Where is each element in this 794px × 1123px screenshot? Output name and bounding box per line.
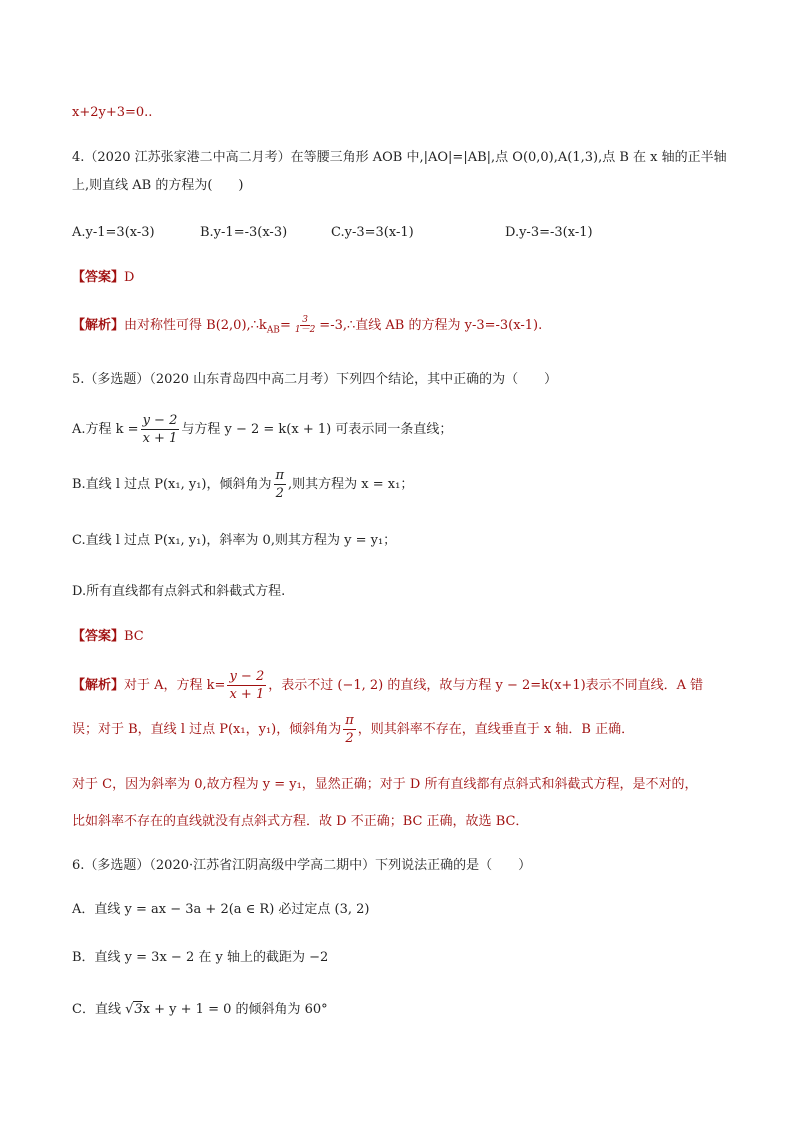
option-a-fraction <box>141 412 180 447</box>
q4-option-a: A.y-1=3(x-3) <box>72 225 155 240</box>
option-b-fraction <box>274 467 287 502</box>
analysis-text-pre: 由对称性可得 B(2,0),∴k <box>124 318 267 333</box>
sqrt-symbol: √ <box>125 1002 134 1017</box>
q5-title: 5.（多选题）（2020 山东青岛四中高二月考）下列四个结论，其中正确的为（ ） <box>72 372 558 387</box>
q5-analysis-line1 <box>72 668 703 704</box>
q5-option-c: C.直线 l 过点 P(x₁, y₁)，斜率为 0,则其方程为 y = y₁； <box>72 533 397 548</box>
q5-option-a <box>72 412 452 448</box>
option-a-pre: A.方程 k = <box>72 422 139 437</box>
q5-analysis-line2 <box>72 712 634 748</box>
option-c-post: x + y + 1 = 0 的倾斜角为 60° <box>142 1002 328 1017</box>
q4-stem-line2: 上,则直线 AB 的方程为( ) <box>72 178 244 193</box>
q4-answer <box>72 268 134 288</box>
fraction-numerator: π <box>275 468 285 483</box>
analysis-eq-sign: = <box>279 318 291 333</box>
q4-option-b: B.y-1=-3(x-3) <box>200 225 288 240</box>
fraction-denominator: x + 1 <box>229 687 265 702</box>
analysis-label: 【解析】 <box>72 318 125 333</box>
slope-fraction <box>293 316 317 335</box>
answer-value: D <box>124 270 135 285</box>
fraction-denominator: 1－2 <box>294 325 316 335</box>
q5-analysis-line4: 比如斜率不存在的直线就没有点斜式方程．故 D 不正确；BC 正确，故选 BC． <box>72 814 529 829</box>
analysis-l1-fraction <box>227 668 266 703</box>
q6-option-b: B．直线 y = 3x − 2 在 y 轴上的截距为 −2 <box>72 950 329 965</box>
analysis-label: 【解析】 <box>72 678 125 693</box>
q4-stem-line1: 4.（2020 江苏张家港二中高二月考）在等腰三角形 AOB 中,|AO|=|AB|,点 O(0,0),A(1,3),点 B 在 x 轴的正半轴 <box>72 150 727 165</box>
q4-option-c: C.y-3=3(x-1) <box>331 225 414 240</box>
analysis-l2-fraction <box>343 712 356 747</box>
answer-label: 【答案】 <box>72 629 125 644</box>
fraction-denominator: 2 <box>275 486 284 501</box>
fraction-denominator: 2 <box>345 731 354 746</box>
q4-option-d: D.y-3=-3(x-1) <box>505 225 593 240</box>
fraction-numerator: y − 2 <box>142 413 178 428</box>
option-b-pre: B.直线 l 过点 P(x₁, y₁)，倾斜角为 <box>72 477 272 492</box>
analysis-l1-post: ，表示不过 (−1, 2) 的直线，故与方程 y − 2=k(x+1)表示不同直线．A 错 <box>268 678 704 693</box>
sqrt-radicand: 3 <box>134 1002 143 1017</box>
fraction-denominator: x + 1 <box>142 431 178 446</box>
option-c-pre: C．直线 <box>72 1002 126 1017</box>
analysis-text-post: =-3,∴直线 AB 的方程为 y-3=-3(x-1). <box>319 318 543 333</box>
q6-option-c <box>72 1000 328 1020</box>
fraction-numerator: y − 2 <box>229 669 265 684</box>
analysis-l1-pre: 对于 A，方程 k= <box>124 678 226 693</box>
q5-answer <box>72 627 144 647</box>
q6-title: 6.（多选题）（2020·江苏省江阴高级中学高二期中）下列说法正确的是（ ） <box>72 858 532 873</box>
option-a-post: 与方程 y − 2 = k(x + 1) 可表示同一条直线； <box>181 422 453 437</box>
previous-answer-line: x+2y+3=0.. <box>72 105 153 120</box>
option-b-post: ,则其方程为 x = x₁； <box>288 477 414 492</box>
q5-option-d: D.所有直线都有点斜式和斜截式方程. <box>72 584 286 599</box>
analysis-l2-pre: 误；对于 B，直线 l 过点 P(x₁，y₁)，倾斜角为 <box>72 722 342 737</box>
q6-option-a: A．直线 y = ax − 3a + 2(a ∈ R) 必过定点 (3, 2) <box>72 902 370 917</box>
fraction-numerator: 3 <box>302 315 308 325</box>
q4-analysis <box>72 316 542 341</box>
slope-subscript: AB <box>266 325 280 336</box>
answer-value: BC <box>124 629 144 644</box>
analysis-l2-post: ，则其斜率不存在，直线垂直于 x 轴．B 正确． <box>357 722 635 737</box>
answer-label: 【答案】 <box>72 270 125 285</box>
fraction-numerator: π <box>345 713 354 728</box>
q5-analysis-line3: 对于 C，因为斜率为 0,故方程为 y = y₁，显然正确；对于 D 所有直线都有点斜式和斜截式方程，是不对的， <box>72 777 698 792</box>
q5-option-b <box>72 467 413 503</box>
